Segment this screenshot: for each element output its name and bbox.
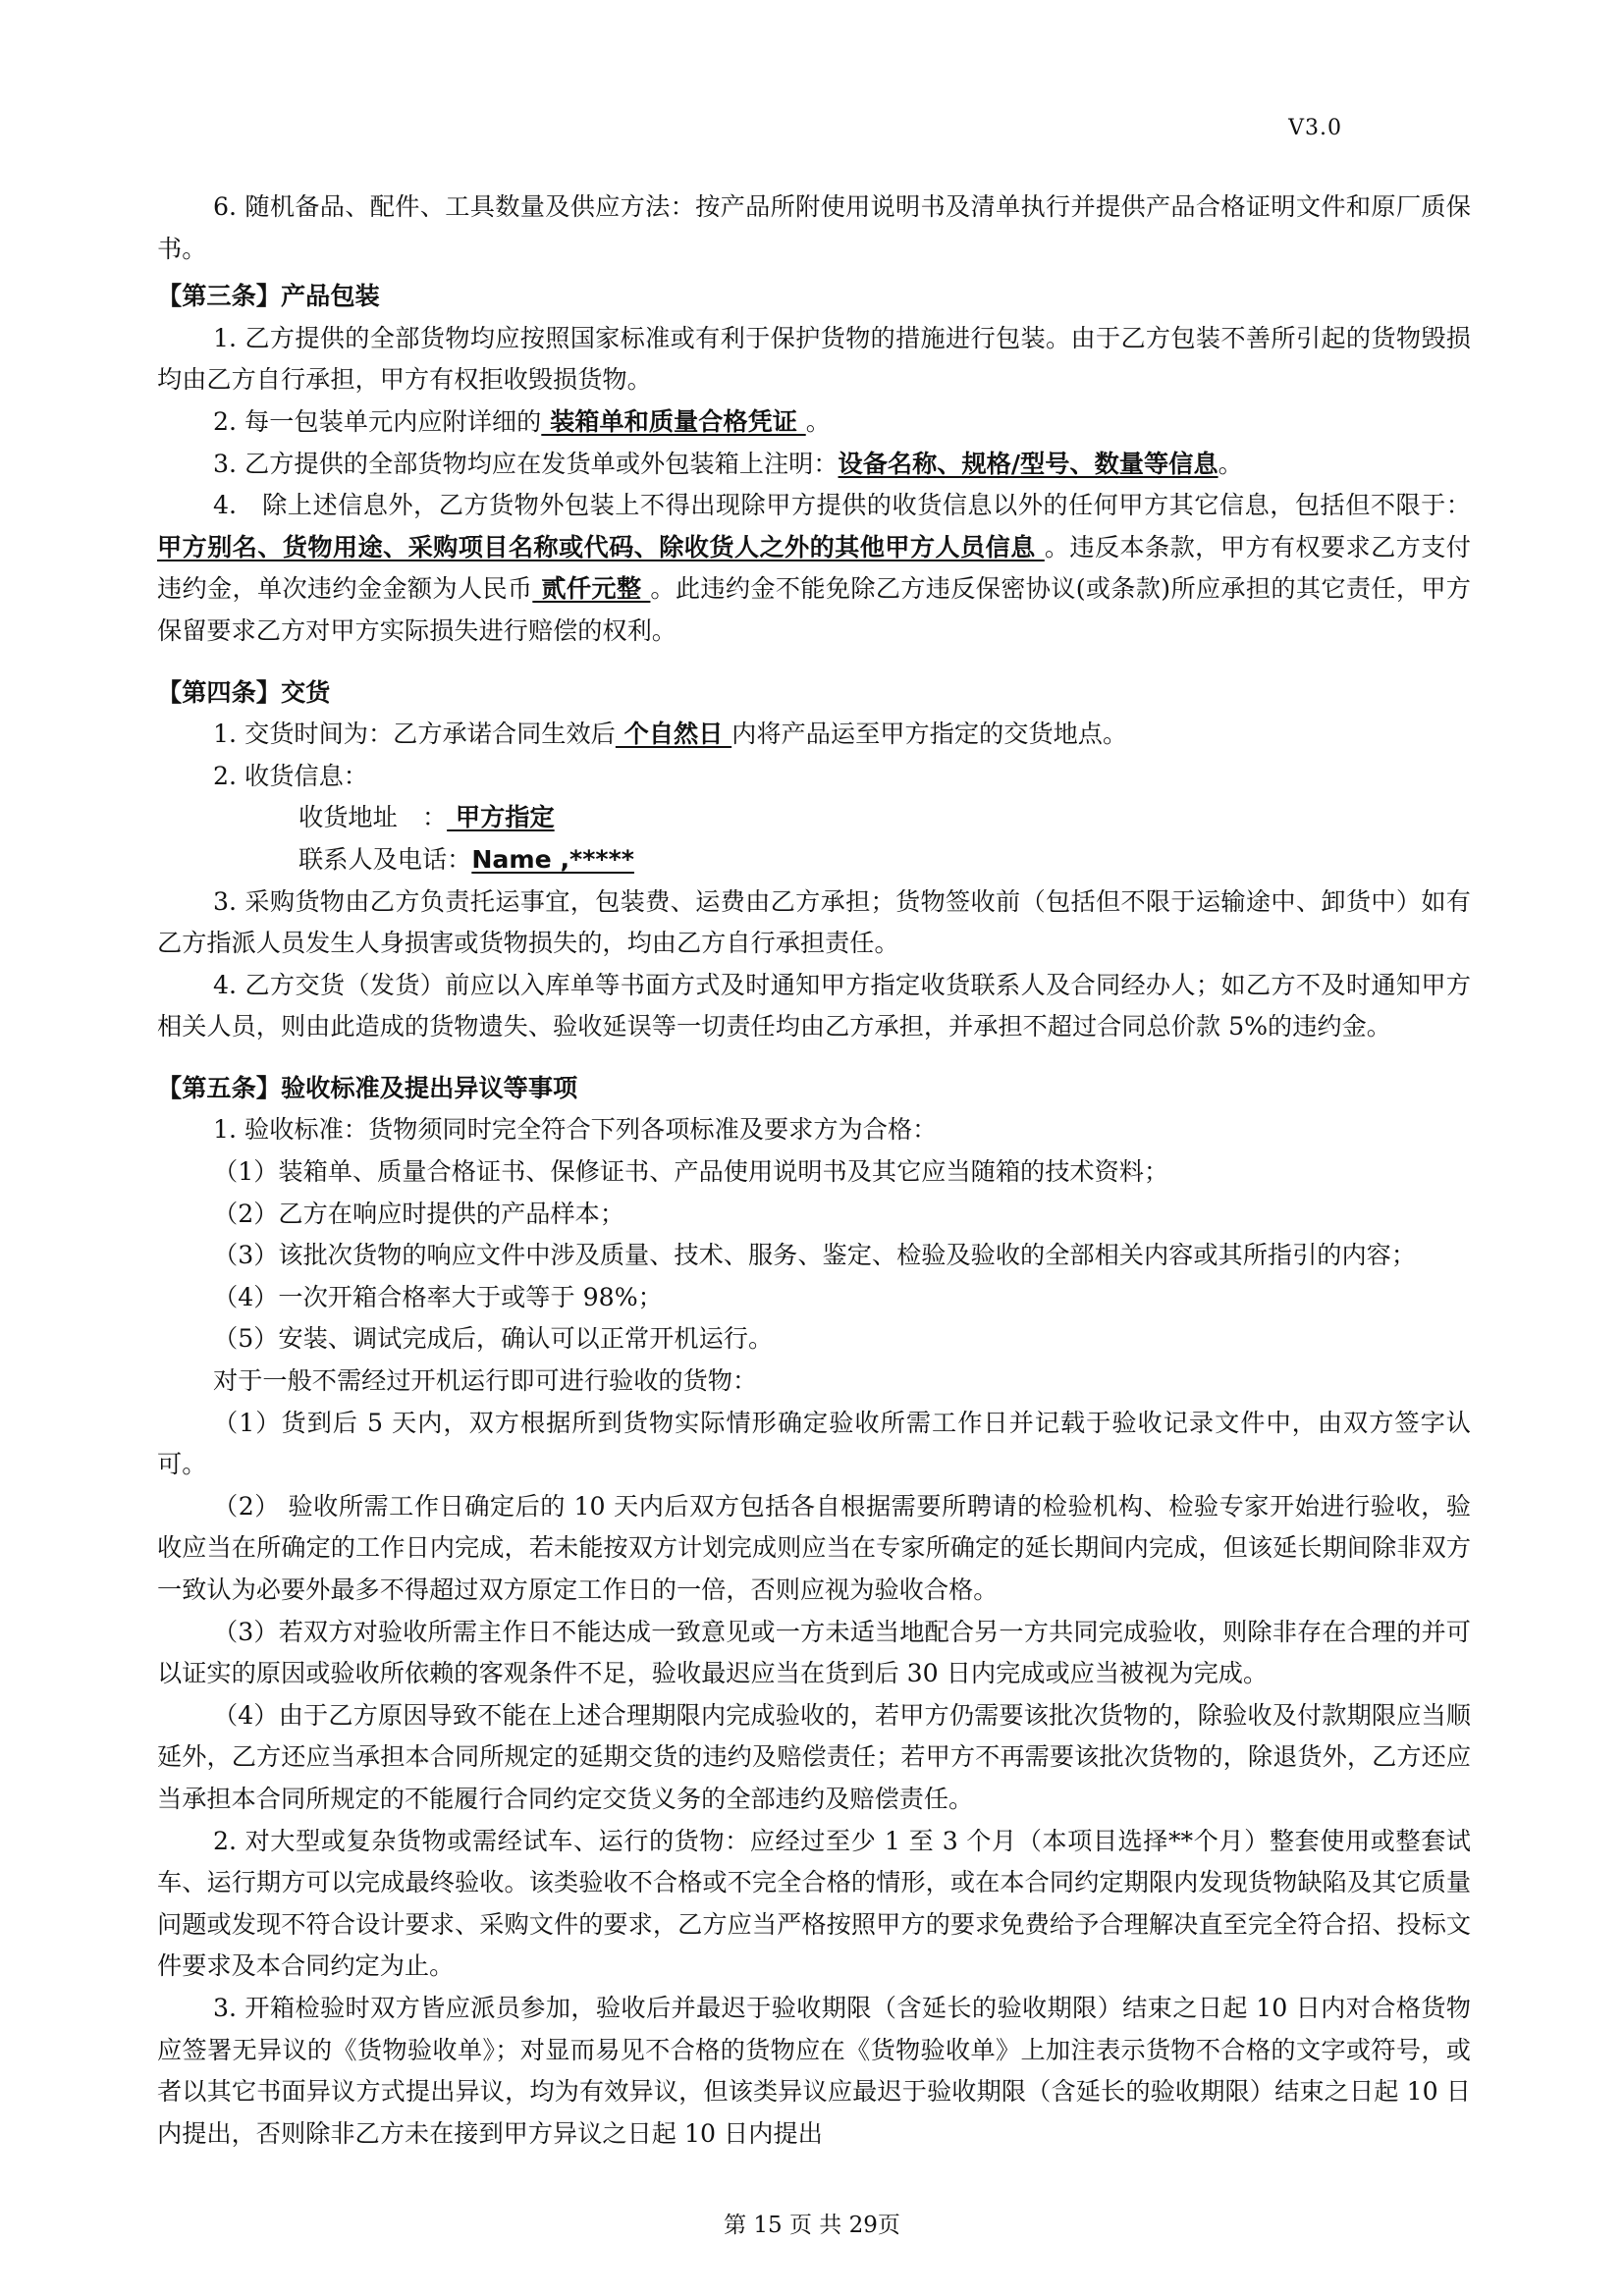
filled-field: 装箱单和质量合格凭证 (541, 406, 806, 436)
delivery-address (157, 797, 1471, 839)
list-item: （2） 验收所需工作日确定后的 10 天内后双方包括各自根据需要所聘请的检验机构、检验专家开始进行验收，验收应当在所确定的工作日内完成，若未能按双方计划完成则应当在专家所确定的延长期间内完成，但该延长期间除非双方一致认为必要外最多不得超过双方原定工作日的一倍，否则应视为验收合格。 (157, 1491, 1471, 1604)
filled-field: 甲方别名、货物用途、采购项目名称或代码、除收货人之外的其他甲方人员信息 (157, 532, 1045, 561)
paragraph-general: 对于一般不需经过开机运行即可进行验收的货物： (213, 1366, 758, 1396)
list-item: （1）装箱单、质量合格证书、保修证书、产品使用说明书及其它应当随箱的技术资料； (213, 1157, 1169, 1187)
text: 。 (1218, 449, 1243, 478)
text: 内将产品运至甲方指定的交货地点。 (731, 720, 1128, 749)
text: 4. 除上述信息外，乙方货物外包装上不得出现除甲方提供的收货信息以外的任何甲方其它信息，包括但不限于： (213, 491, 1471, 520)
paragraph-3-4 (157, 485, 1471, 652)
paragraph-3-1: 1. 乙方提供的全部货物均应按照国家标准或有利于保护货物的措施进行包装。由于乙方包装不善所引起的货物毁损均由乙方自行承担，甲方有权拒收毁损货物。 (157, 323, 1471, 395)
list-item: （4）一次开箱合格率大于或等于 98%； (213, 1282, 663, 1311)
section-heading-5: 【第五条】验收标准及提出异议等事项 (157, 1073, 578, 1102)
filled-field: 甲方指定 (447, 803, 555, 832)
penalty-amount: 贰仟元整 (532, 574, 651, 604)
page-number: 第 15 页 共 29页 (724, 2213, 900, 2238)
label: 联系人及电话： (298, 844, 472, 874)
paragraph-4-3: 3. 采购货物由乙方负责托运事宜，包装费、运费由乙方承担；货物签收前（包括但不限于运输途中、卸货中）如有乙方指派人员发生人身损害或货物损失的，均由乙方自行承担责任。 (157, 886, 1471, 958)
paragraph-5-3: 3. 开箱检验时双方皆应派员参加，验收后并最迟于验收期限（含延长的验收期限）结束之日起 10 日内对合格货物应签署无异议的《货物验收单》；对显而易见不合格的货物应在《货物验收单》上加注表示货物不合格的文字或符号，或者以其它书面异议方式提出异议，均为有效异议，但该类异议应最迟于验收期限（含延长的验收期限）结束之日起 10 日内提出，否则除非乙方未在接到甲方异议之日起 10 日内提出 (157, 1993, 1471, 2148)
section-heading-3: 【第三条】产品包装 (157, 282, 380, 311)
paragraph-4-2: 2. 收货信息： (213, 761, 368, 790)
list-item: （5）安装、调试完成后，确认可以正常开机运行。 (213, 1324, 774, 1354)
delivery-contact (157, 839, 1471, 881)
filled-field: Name ,***** (471, 844, 634, 874)
paragraph-3-2 (157, 401, 1471, 444)
list-item: （2）乙方在响应时提供的产品样本； (213, 1199, 625, 1228)
filled-field: 个自然日 (615, 720, 732, 749)
paragraph-4-4: 4. 乙方交货（发货）前应以入库单等书面方式及时通知甲方指定收货联系人及合同经办人；如乙方不及时通知甲方相关人员，则由此造成的货物遗失、验收延误等一切责任均由乙方承担，并承担不超过合同总价款 5%的违约金。 (157, 970, 1471, 1041)
list-item: （1）货到后 5 天内，双方根据所到货物实际情形确定验收所需工作日并记载于验收记录文件中，由双方签字认可。 (157, 1408, 1471, 1479)
text: 1. 交货时间为：乙方承诺合同生效后 (213, 720, 616, 749)
text: 。 (805, 406, 831, 436)
text: 。违反本条款，甲方有权要求乙方支付违约金，单次违约金金额为人民币 (157, 532, 1471, 604)
text: 。此违约金不能免除乙方违反保密协议(或条款)所应承担的其它责任，甲方保留要求乙方对甲方实际损失进行赔偿的权利。 (157, 574, 1471, 645)
text: 2. 每一包装单元内应附详细的 (213, 406, 542, 436)
version-label: V3.0 (1288, 116, 1342, 140)
list-item: （3）该批次货物的响应文件中涉及质量、技术、服务、鉴定、检验及验收的全部相关内容或其所指引的内容； (213, 1241, 1417, 1270)
paragraph-5-2: 2. 对大型或复杂货物或需经试车、运行的货物：应经过至少 1 至 3 个月（本项目选择**个月）整套使用或整套试车、运行期方可以完成最终验收。该类验收不合格或不完全合格的情形，或在本合同约定期限内发现货物缺陷及其它质量问题或发现不符合设计要求、采购文件的要求，乙方应当严格按照甲方的要求免费给予合理解决直至完全符合招、投标文件要求及本合同约定为止。 (157, 1826, 1471, 1981)
paragraph-5-1: 1. 验收标准：货物须同时完全符合下列各项标准及要求方为合格： (213, 1115, 938, 1145)
list-item: （3）若双方对验收所需主作日不能达成一致意见或一方未适当地配合另一方共同完成验收，则除非存在合理的并可以证实的原因或验收所依赖的客观条件不足，验收最迟应当在货到后 30 日内完成或应当被视为完成。 (157, 1617, 1471, 1688)
document-body (157, 187, 1471, 2155)
paragraph-item-6: 6. 随机备品、配件、工具数量及供应方法：按产品所附使用说明书及清单执行并提供产品合格证明文件和原厂质保书。 (157, 192, 1471, 263)
list-item: （4）由于乙方原因导致不能在上述合理期限内完成验收的，若甲方仍需要该批次货物的，除验收及付款期限应当顺延外，乙方还应当承担本合同所规定的延期交货的违约及赔偿责任；若甲方不再需要该批次货物的，除退货外，乙方还应当承担本合同所规定的不能履行合同约定交货义务的全部违约及赔偿责任。 (157, 1700, 1471, 1813)
paragraph-4-1 (157, 714, 1471, 756)
label: 收货地址 ： (298, 803, 448, 832)
paragraph-3-3 (157, 444, 1471, 486)
text: 3. 乙方提供的全部货物均应在发货单或外包装箱上注明： (213, 449, 839, 478)
filled-field: 设备名称、规格/型号、数量等信息 (838, 449, 1218, 478)
section-heading-4: 【第四条】交货 (157, 677, 331, 707)
